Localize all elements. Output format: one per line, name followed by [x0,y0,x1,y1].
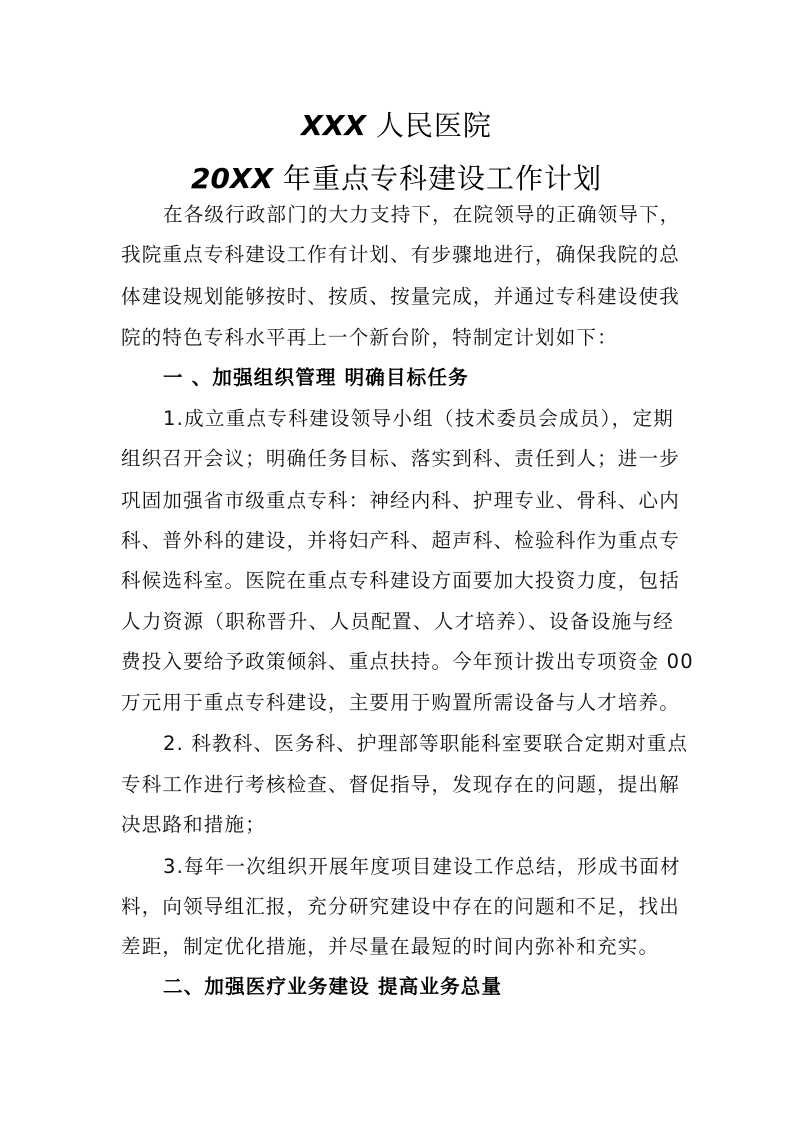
paragraph-line: 体建设规划能够按时、按质、按量完成，并通过专科建设使我 [121,285,680,308]
paragraph-line: 在各级行政部门的大力支持下，在院领导的正确领导下， [163,203,681,226]
paragraph-line: 我院重点专科建设工作有计划、有步骤地进行，确保我院的总 [121,243,680,266]
title-year: 20XX [190,162,274,195]
paragraph-line: 2. 科教科、医务科、护理部等职能科室要联合定期对重点 [163,732,689,755]
title-plan-name: 年重点专科建设工作计划 [273,162,603,195]
paragraph-line: 差距，制定优化措施，并尽量在最短的时间内弥补和充实。 [121,935,660,958]
paragraph-line: 巩固加强省市级重点专科：神经内科、护理专业、骨科、心内 [121,489,680,512]
title-hospital-name: 人民医院 [365,109,492,142]
paragraph-line: 费投入要给予政策倾斜、重点扶持。今年预计拨出专项资金 00 [121,650,694,673]
paragraph-line: 3.每年一次组织开展年度项目建设工作总结，形成书面材 [163,855,681,878]
paragraph-line: 万元用于重点专科建设，主要用于购置所需设备与人才培养。 [121,691,680,714]
paragraph-line: 1.成立重点专科建设领导小组（技术委员会成员），定期 [163,407,674,430]
document-title-hospital [0,104,793,144]
paragraph-line: 料，向领导组汇报，充分研究建设中存在的问题和不足，找出 [121,895,680,918]
paragraph-line: 科、普外科的建设，并将妇产科、超声科、检验科作为重点专 [121,529,680,552]
paragraph-line: 院的特色专科水平再上一个新台阶，特制定计划如下： [121,326,618,349]
paragraph-line: 决思路和措施； [121,813,266,836]
section-heading: 一 、加强组织管理 明确目标任务 [163,366,469,389]
paragraph-line: 科候选科室。医院在重点专科建设方面要加大投资力度，包括 [121,569,680,592]
document-title-plan [0,157,793,197]
paragraph-line: 专科工作进行考核检查、督促指导，发现存在的问题，提出解 [121,773,680,796]
section-heading: 二、加强医疗业务建设 提高业务总量 [163,975,503,998]
paragraph-line: 组织召开会议；明确任务目标、落实到科、责任到人；进一步 [121,447,680,470]
paragraph-line: 人力资源（职称晋升、人员配置、人才培养）、设备设施与经 [121,610,674,633]
title-hospital-code: XXX [301,109,366,142]
